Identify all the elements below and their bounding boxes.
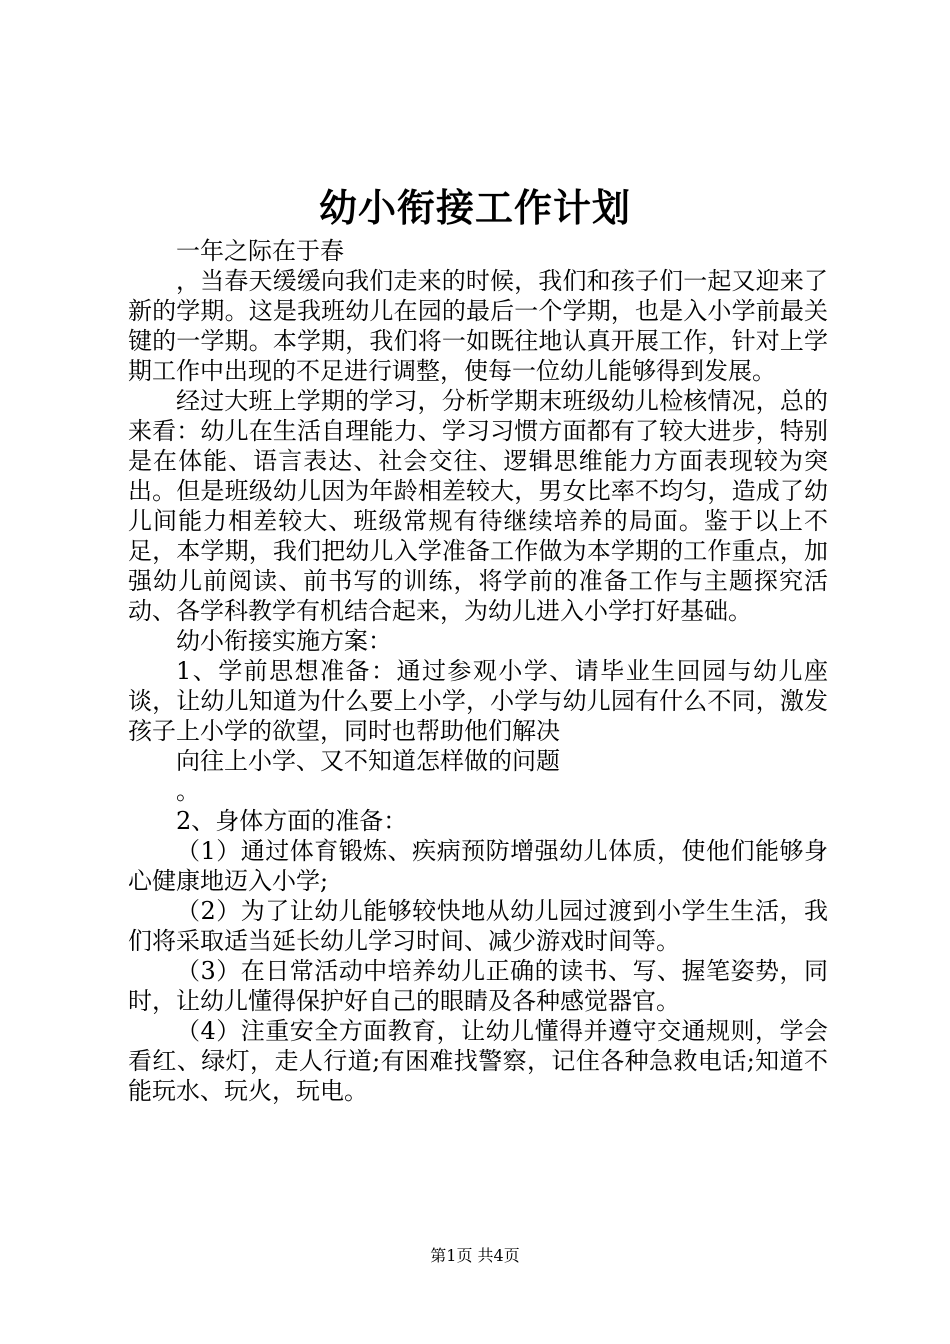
paragraph-sub-2: （2）为了让幼儿能够较快地从幼儿园过渡到小学生生活，我们将采取适当延长幼儿学习时间、减少游戏时间等。 xyxy=(128,897,828,955)
paragraph-item-2: 2、身体方面的准备： xyxy=(176,807,408,835)
paragraph-analysis: 经过大班上学期的学习，分析学期末班级幼儿检核情况，总的来看：幼儿在生活自理能力、学习习惯方面都有了较大进步，特别是在体能、语言表达、社会交往、逻辑思维能力方面表现较为突出。但是班级幼儿因为年龄相差较大，男女比率不均匀，造成了幼儿间能力相差较大、班级常规有待继续培养的局面。鉴于以上不足，本学期，我们把幼儿入学准备工作做为本学期的工作重点，加强幼儿前阅读、前书写的训练，将学前的准备工作与主题探究活动、各学科教学有机结合起来，为幼儿进入小学打好基础。 xyxy=(128,387,828,625)
document-title: 幼小衔接工作计划 xyxy=(318,185,631,230)
paragraph-sub-1: （1）通过体育锻炼、疾病预防增强幼儿体质，使他们能够身心健康地迈入小学; xyxy=(128,837,828,895)
paragraph-sub-3: （3）在日常活动中培养幼儿正确的读书、写、握笔姿势，同时，让幼儿懂得保护好自己的眼睛及各种感觉器官。 xyxy=(128,957,828,1015)
paragraph-opening-line: 一年之际在于春 xyxy=(176,237,344,265)
paragraph-plan-heading: 幼小衔接实施方案： xyxy=(176,627,392,655)
page-number-footer: 第1页 共4页 xyxy=(430,1246,520,1265)
paragraph-item-1: 1、学前思想准备：通过参观小学、请毕业生回园与幼儿座谈，让幼儿知道为什么要上小学，小学与幼儿园有什么不同，激发孩子上小学的欲望，同时也帮助他们解决 xyxy=(128,657,828,745)
paragraph-item-1-cont: 向往上小学、又不知道怎样做的问题 xyxy=(176,747,560,775)
paragraph-item-1-period: 。 xyxy=(176,777,200,805)
document-body xyxy=(128,236,828,1106)
paragraph-intro: ，当春天缓缓向我们走来的时候，我们和孩子们一起又迎来了新的学期。这是我班幼儿在园的最后一个学期，也是入小学前最关键的一学期。本学期，我们将一如既往地认真开展工作，针对上学期工作中出现的不足进行调整，使每一位幼儿能够得到发展。 xyxy=(128,267,828,385)
paragraph-sub-4: （4）注重安全方面教育，让幼儿懂得并遵守交通规则，学会看红、绿灯，走人行道;有困难找警察，记住各种急救电话;知道不能玩水、玩火，玩电。 xyxy=(128,1017,828,1105)
